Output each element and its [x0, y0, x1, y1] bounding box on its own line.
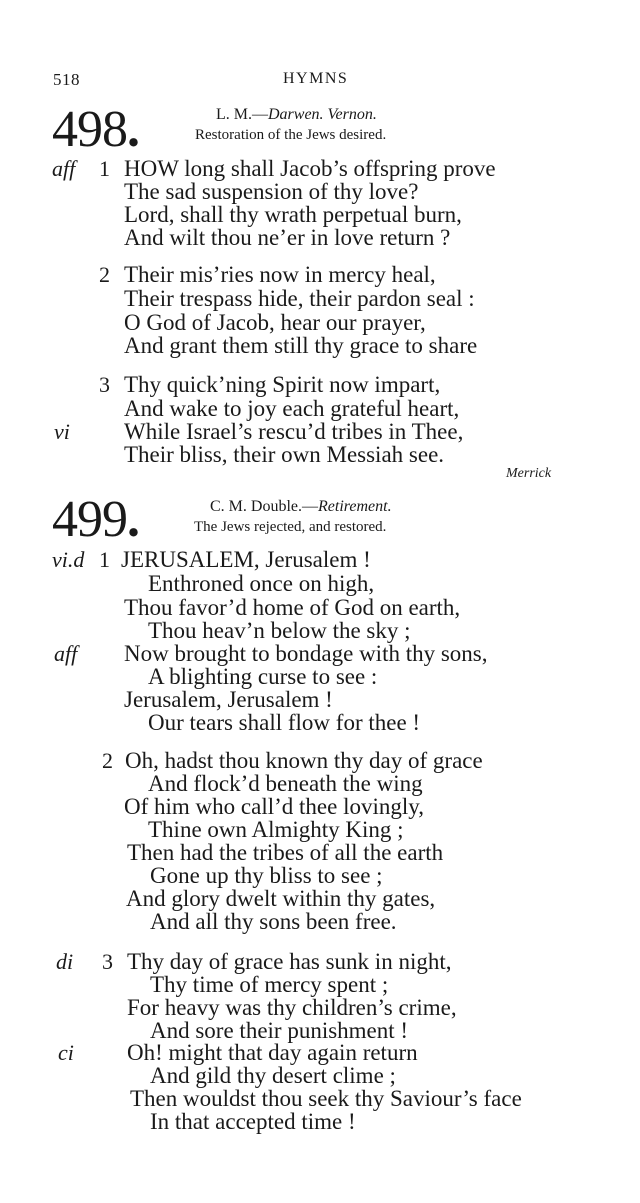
stanza-number: 2: [102, 748, 113, 773]
verse-line: Thou heav’n below the sky ;: [148, 618, 411, 643]
verse-line: And gild thy desert clime ;: [150, 1063, 396, 1088]
verse-line: The sad suspension of thy love?: [124, 179, 419, 204]
performance-mark-vid: vi.d: [52, 547, 85, 572]
stanza-number: 3: [99, 372, 110, 397]
verse-line: And grant them still thy grace to share: [124, 333, 478, 358]
hymn-tunes: Darwen. Vernon.: [268, 106, 377, 123]
stanza-number: 1: [99, 547, 110, 572]
verse-line: And wilt thou ne’er in love return ?: [124, 225, 451, 250]
hymn-subtitle: The Jews rejected, and restored.: [194, 519, 387, 535]
verse-line: Of him who call’d thee lovingly,: [124, 794, 424, 819]
performance-mark-aff: aff: [54, 641, 78, 666]
verse-line: While Israel’s rescu’d tribes in Thee,: [124, 419, 464, 444]
verse-line: Oh! might that day again return: [127, 1040, 418, 1065]
verse-line: JERUSALEM, Jerusalem !: [121, 547, 371, 572]
verse-line: Thy day of grace has sunk in night,: [127, 949, 452, 974]
verse-line: Now brought to bondage with thy sons,: [124, 641, 488, 666]
stanza-number: 2: [99, 262, 110, 287]
hymn-number-text: 499: [52, 491, 127, 548]
verse-line: Their trespass hide, their pardon seal :: [124, 286, 475, 311]
hymn-number-text: 498: [52, 101, 127, 158]
hymn-number-498: 498.: [52, 101, 139, 158]
verse-line: Their mis’ries now in mercy heal,: [124, 262, 436, 287]
verse-line: And wake to joy each grateful heart,: [124, 396, 460, 421]
verse-line: Then wouldst thou seek thy Saviour’s face: [130, 1086, 522, 1111]
verse-line: And all thy sons been free.: [150, 909, 397, 934]
verse-line: And glory dwelt within thy gates,: [126, 886, 436, 911]
verse-line: Gone up thy bliss to see ;: [150, 863, 383, 888]
page-number: 518: [53, 70, 80, 89]
verse-line: And flock’d beneath the wing: [148, 771, 423, 796]
verse-line: Jerusalem, Jerusalem !: [124, 687, 333, 712]
performance-mark-ci: ci: [58, 1040, 74, 1065]
performance-mark-di: di: [56, 949, 74, 974]
verse-line: Lord, shall thy wrath perpetual burn,: [124, 202, 462, 227]
stanza-number: 3: [102, 949, 113, 974]
verse-line: Thy quick’ning Spirit now impart,: [124, 372, 441, 397]
hymn-meter: C. M. Double.—: [210, 498, 318, 515]
running-head: HYMNS: [283, 70, 349, 87]
verse-line: HOW long shall Jacob’s offspring prove: [124, 156, 496, 181]
hymn-meter-tune: [210, 498, 392, 516]
verse-line: Enthroned once on high,: [148, 571, 375, 596]
verse-line: Our tears shall flow for thee !: [148, 710, 421, 735]
stanza-number: 1: [99, 156, 110, 181]
verse-line: A blighting curse to see :: [148, 664, 378, 689]
verse-line: Their bliss, their own Messiah see.: [124, 442, 445, 467]
verse-line: Thine own Almighty King ;: [148, 817, 404, 842]
hymn-subtitle: Restoration of the Jews desired.: [195, 127, 387, 143]
verse-line: Thy time of mercy spent ;: [150, 972, 389, 997]
verse-line: Thou favor’d home of God on earth,: [124, 595, 461, 620]
verse-line: For heavy was thy children’s crime,: [127, 995, 457, 1020]
performance-mark-aff: aff: [52, 156, 76, 181]
hymn-meter-tune: [216, 106, 377, 124]
hymn-meter: L. M.—: [216, 106, 268, 123]
hymn-number-499: 499.: [52, 491, 139, 548]
verse-line: Then had the tribes of all the earth: [127, 840, 444, 865]
hymn-tunes: Retirement.: [318, 498, 392, 515]
verse-line: Oh, hadst thou known thy day of grace: [125, 748, 483, 773]
author-attribution: Merrick: [506, 466, 552, 481]
verse-line: O God of Jacob, hear our prayer,: [124, 310, 426, 335]
verse-line: And sore their punishment !: [150, 1018, 409, 1043]
performance-mark-vi: vi: [54, 419, 70, 444]
verse-line: In that accepted time !: [150, 1109, 356, 1134]
